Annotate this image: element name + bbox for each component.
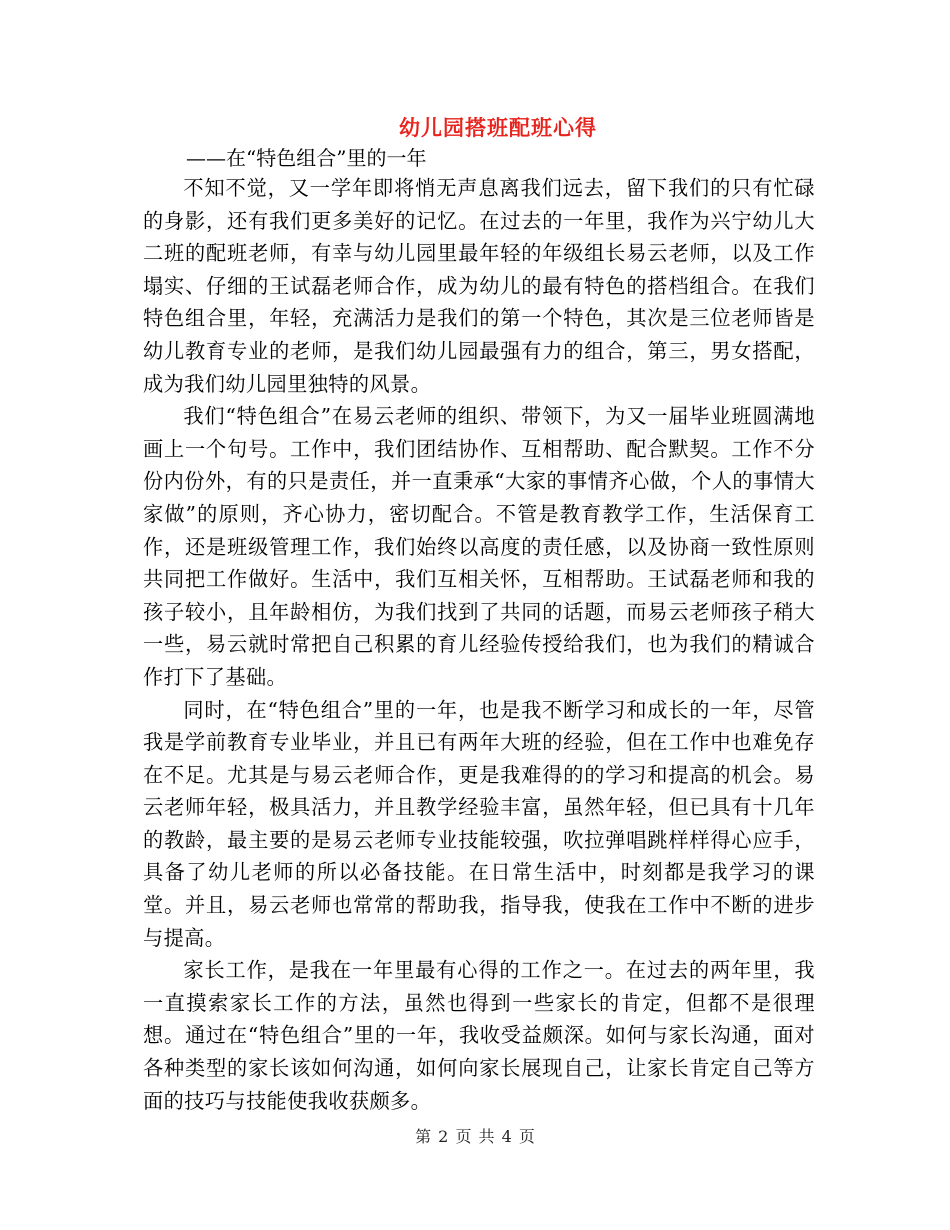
document-body: [143, 172, 815, 1117]
page-number-footer: 第 2 页 共 4 页: [415, 1127, 535, 1146]
document-title: 幼儿园搭班配班心得: [399, 115, 597, 140]
paragraph-3: 同时，在“特色组合”里的一年，也是我不断学习和成长的一年，尽管我是学前教育专业毕业，并且已有两年大班的经验，但在工作中也难免存在不足。尤其是与易云老师合作，更是我难得的的学习和提高的机会。易云老师年轻，极具活力，并且教学经验丰富，虽然年轻，但已具有十几年的教龄，最主要的是易云老师专业技能较强，吹拉弹唱跳样样得心应手，具备了幼儿老师的所以必备技能。在日常生活中，时刻都是我学习的课堂。并且，易云老师也常常的帮助我，指导我，使我在工作中不断的进步与提高。: [143, 697, 815, 950]
paragraph-1: 不知不觉，又一学年即将悄无声息离我们远去，留下我们的只有忙碌的身影，还有我们更多美好的记忆。在过去的一年里，我作为兴宁幼儿大二班的配班老师，有幸与幼儿园里最年轻的年级组长易云老师，以及工作塌实、仔细的王试磊老师合作，成为幼儿的最有特色的搭档组合。在我们特色组合里，年轻，充满活力是我们的第一个特色，其次是三位老师皆是幼儿教育专业的老师，是我们幼儿园最强有力的组合，第三，男女搭配，成为我们幼儿园里独特的风景。: [143, 176, 815, 396]
paragraph-4: 家长工作，是我在一年里最有心得的工作之一。在过去的两年里，我一直摸索家长工作的方法，虽然也得到一些家长的肯定，但都不是很理想。通过在“特色组合”里的一年，我收受益颇深。如何与家长沟通，面对各种类型的家长该如何沟通，如何向家长展现自己，让家长肯定自己等方面的技巧与技能使我收获颇多。: [143, 958, 815, 1113]
paragraph-2: 我们“特色组合”在易云老师的组织、带领下，为又一届毕业班圆满地画上一个句号。工作中，我们团结协作、互相帮助、配合默契。工作不分份内份外，有的只是责任，并一直秉承“大家的事情齐心做，个人的事情大家做”的原则，齐心协力，密切配合。不管是教育教学工作，生活保育工作，还是班级管理工作，我们始终以高度的责任感，以及协商一致性原则共同把工作做好。生活中，我们互相关怀，互相帮助。王试磊老师和我的孩子较小，且年龄相仿，为我们找到了共同的话题，而易云老师孩子稍大一些，易云就时常把自己积累的育儿经验传授给我们，也为我们的精诚合作打下了基础。: [143, 404, 815, 689]
document-subtitle: ——在“特色组合”里的一年: [186, 146, 427, 170]
